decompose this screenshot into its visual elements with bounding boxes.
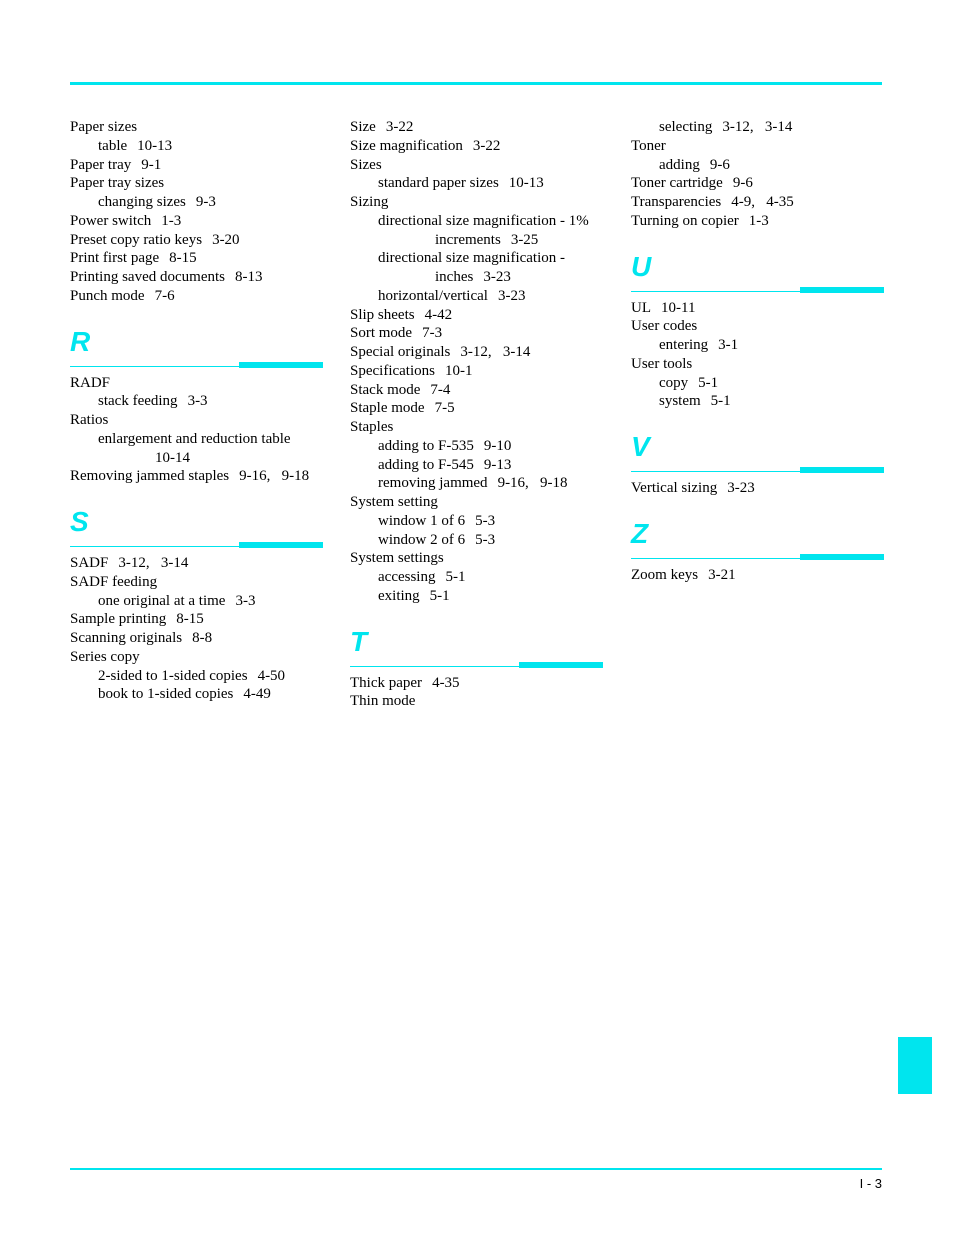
index-term: Ratios xyxy=(70,412,109,428)
index-page-ref: 3-23 xyxy=(497,287,526,304)
index-term: RADF xyxy=(70,374,111,391)
index-term: Size xyxy=(350,119,376,135)
index-term: Series copy xyxy=(70,648,140,665)
index-term: Staples xyxy=(350,419,394,435)
index-term: Sort mode xyxy=(350,325,413,342)
index-page-ref: 1-3 xyxy=(748,212,769,229)
index-entry xyxy=(70,137,332,156)
index-page-ref: 9-6 xyxy=(732,175,753,192)
index-entry xyxy=(631,479,893,498)
index-entry xyxy=(631,174,893,193)
index-term: Sizing xyxy=(350,194,389,210)
index-entry xyxy=(70,592,332,611)
index-entry xyxy=(631,566,893,585)
index-page-ref: 7-3 xyxy=(422,325,443,342)
index-term: window 2 of 6 xyxy=(378,531,466,548)
index-entry xyxy=(631,137,893,156)
index-entry xyxy=(350,324,612,343)
index-page-ref: 9-16, 9-18 xyxy=(497,475,568,492)
index-term: Punch mode xyxy=(70,287,145,304)
index-term: SADF feeding xyxy=(70,573,158,590)
index-page-ref: 3-22 xyxy=(385,119,414,135)
index-entry xyxy=(70,648,332,667)
index-term: Removing jammed staples xyxy=(70,468,230,485)
section-rule-bar xyxy=(800,287,884,293)
index-entry xyxy=(350,437,612,456)
index-term: Thick paper xyxy=(350,674,423,691)
index-page-ref: 10-11 xyxy=(661,299,696,316)
index-page-ref: 9-1 xyxy=(141,156,162,173)
index-page-ref: 10-1 xyxy=(444,362,473,379)
index-entry xyxy=(70,156,332,175)
index-term: Slip sheets xyxy=(350,306,415,323)
section-rule xyxy=(350,666,520,667)
index-term: adding to F-535 xyxy=(378,437,474,454)
index-term: increments xyxy=(435,231,501,248)
index-page-ref: 3-21 xyxy=(708,566,736,583)
index-page-ref: 3-20 xyxy=(212,231,240,248)
index-entry xyxy=(70,231,332,250)
index-entry xyxy=(350,456,612,475)
index-entry xyxy=(350,193,612,212)
index-entry xyxy=(70,374,332,393)
index-page-ref: 5-3 xyxy=(475,531,496,548)
index-term: directional size magnification - xyxy=(378,250,566,267)
index-page-ref: 4-50 xyxy=(257,667,286,684)
index-page-ref: 3-25 xyxy=(510,231,539,248)
index-term: 10-14 xyxy=(155,449,190,466)
index-entry xyxy=(350,549,612,568)
index-entry xyxy=(350,231,612,250)
index-term: system xyxy=(659,393,701,410)
index-entry xyxy=(70,629,332,648)
index-term: Zoom keys xyxy=(631,566,699,583)
index-term: User codes xyxy=(631,318,698,335)
index-page-ref: 9-3 xyxy=(195,194,216,210)
footer-rule xyxy=(70,1168,882,1170)
index-entry xyxy=(631,374,893,393)
index-term: Toner cartridge xyxy=(631,175,723,192)
index-term: directional size magnification - 1% xyxy=(378,212,589,229)
index-page-ref: 3-3 xyxy=(187,393,208,410)
index-entry xyxy=(70,449,332,468)
index-page-ref: 3-12, 3-14 xyxy=(118,555,189,571)
index-term: Stack mode xyxy=(350,381,421,398)
section-rule-bar xyxy=(239,362,323,368)
index-entry xyxy=(350,362,612,381)
index-entry xyxy=(70,685,332,704)
index-term: Paper sizes xyxy=(70,119,138,135)
index-term: Printing saved documents xyxy=(70,269,225,285)
index-entry xyxy=(350,418,612,437)
index-entry xyxy=(70,212,332,231)
index-entry xyxy=(350,306,612,325)
section-header xyxy=(70,502,332,554)
index-entry xyxy=(350,212,612,231)
section-rule-bar xyxy=(800,467,884,473)
index-term: 2-sided to 1-sided copies xyxy=(98,667,248,684)
section-letter: R xyxy=(70,325,91,357)
index-page-ref: 9-10 xyxy=(483,437,512,454)
index-page-ref: 7-5 xyxy=(434,400,455,417)
index-term: table xyxy=(98,137,128,154)
index-term: Transparencies xyxy=(631,194,722,210)
index-term: adding to F-545 xyxy=(378,456,474,473)
index-term: User tools xyxy=(631,355,693,372)
index-term: Sizes xyxy=(350,156,382,173)
index-term: standard paper sizes xyxy=(378,175,499,192)
index-page-ref: 1-3 xyxy=(161,212,182,229)
index-entry xyxy=(350,692,612,711)
index-term: SADF xyxy=(70,555,109,571)
index-term: stack feeding xyxy=(98,393,178,410)
section-rule-bar xyxy=(800,554,884,560)
index-entry xyxy=(70,430,332,449)
index-entry xyxy=(631,317,893,336)
index-term: Thin mode xyxy=(350,693,416,710)
index-entry xyxy=(70,610,332,629)
index-page-ref: 7-4 xyxy=(430,381,451,398)
index-page-ref: 10-13 xyxy=(508,175,544,192)
section-letter: V xyxy=(631,431,650,462)
section-letter: S xyxy=(70,506,89,537)
index-term: copy xyxy=(659,374,689,391)
index-entry xyxy=(350,174,612,193)
section-header xyxy=(70,322,332,374)
index-page-ref: 3-23 xyxy=(727,480,755,496)
index-term: selecting xyxy=(659,119,713,135)
index-page-ref: 4-9, 4-35 xyxy=(731,194,794,210)
index-entry xyxy=(350,493,612,512)
index-page-ref: 3-12, 3-14 xyxy=(722,119,793,135)
index-term: UL xyxy=(631,299,651,316)
section-header xyxy=(631,247,893,299)
index-entry xyxy=(70,411,332,430)
index-entry xyxy=(350,249,612,268)
index-entry xyxy=(70,118,332,137)
page-number: I - 3 xyxy=(859,1176,882,1191)
section-rule xyxy=(70,366,240,367)
index-term: Size magnification xyxy=(350,137,463,154)
index-page-ref: 3-22 xyxy=(472,137,501,154)
index-term: window 1 of 6 xyxy=(378,512,466,529)
section-letter: U xyxy=(631,250,652,282)
index-term: accessing xyxy=(378,569,436,585)
index-entry xyxy=(70,573,332,592)
section-rule-bar xyxy=(519,662,603,668)
index-entry xyxy=(70,667,332,686)
index-page-ref: 4-49 xyxy=(243,686,271,703)
index-column-3 xyxy=(631,118,893,585)
index-term: Power switch xyxy=(70,212,152,229)
index-page-ref: 5-1 xyxy=(445,569,466,585)
index-entry xyxy=(631,392,893,411)
index-entry xyxy=(70,554,332,573)
chapter-tab xyxy=(898,1037,932,1094)
index-entry xyxy=(350,674,612,693)
index-term: enlargement and reduction table xyxy=(98,430,291,447)
index-entry xyxy=(631,156,893,175)
index-term: inches xyxy=(435,269,474,285)
section-rule xyxy=(631,558,801,559)
index-page-ref: 3-3 xyxy=(235,592,256,609)
index-page-ref: 9-16, 9-18 xyxy=(239,468,310,485)
index-term: changing sizes xyxy=(98,194,186,210)
index-entry xyxy=(350,156,612,175)
index-page-ref: 5-1 xyxy=(710,393,731,410)
index-page-ref: 4-35 xyxy=(432,674,460,691)
index-term: Paper tray sizes xyxy=(70,175,165,192)
index-term: Special originals xyxy=(350,344,451,360)
index-page-ref: 9-6 xyxy=(709,156,730,173)
index-entry xyxy=(350,399,612,418)
index-entry xyxy=(70,392,332,411)
header-rule xyxy=(70,82,882,85)
index-entry xyxy=(350,512,612,531)
index-entry xyxy=(631,336,893,355)
index-term: Turning on copier xyxy=(631,212,739,229)
index-entry xyxy=(350,268,612,287)
index-entry xyxy=(350,587,612,606)
index-entry xyxy=(631,118,893,137)
index-page-ref: 5-3 xyxy=(475,512,496,529)
index-page-ref: 8-13 xyxy=(234,269,263,285)
index-entry xyxy=(70,249,332,268)
index-entry xyxy=(631,355,893,374)
index-page-ref: 10-13 xyxy=(137,137,173,154)
index-term: Scanning originals xyxy=(70,630,183,646)
index-entry xyxy=(631,193,893,212)
index-term: horizontal/vertical xyxy=(378,287,488,304)
index-page-ref: 3-23 xyxy=(483,269,511,285)
index-page-ref: 8-8 xyxy=(192,630,213,646)
index-entry xyxy=(350,474,612,493)
index-entry xyxy=(70,174,332,193)
index-entry xyxy=(350,381,612,400)
index-term: System settings xyxy=(350,550,444,567)
index-page-ref: 3-1 xyxy=(718,337,739,353)
index-entry xyxy=(350,568,612,587)
index-column-2 xyxy=(350,118,612,711)
index-entry xyxy=(350,118,612,137)
index-entry xyxy=(350,287,612,306)
index-page-ref: 5-1 xyxy=(429,587,450,604)
index-term: Toner xyxy=(631,137,666,154)
index-page-ref: 9-13 xyxy=(483,456,512,473)
index-term: Vertical sizing xyxy=(631,480,718,496)
index-term: Specifications xyxy=(350,362,435,379)
section-header xyxy=(631,514,893,566)
index-entry xyxy=(350,137,612,156)
index-term: Preset copy ratio keys xyxy=(70,231,203,248)
index-page-ref: 4-42 xyxy=(424,306,453,323)
index-term: Paper tray xyxy=(70,156,132,173)
index-term: removing jammed xyxy=(378,475,488,492)
section-rule-bar xyxy=(239,542,323,548)
index-page-ref: 8-15 xyxy=(169,250,197,267)
section-rule xyxy=(631,291,801,292)
index-entry xyxy=(631,299,893,318)
index-term: System setting xyxy=(350,494,438,510)
index-page-ref: 7-6 xyxy=(154,287,175,304)
index-page-ref: 8-15 xyxy=(176,611,204,628)
index-term: entering xyxy=(659,337,709,353)
index-entry xyxy=(70,287,332,306)
index-page-ref: 5-1 xyxy=(698,374,719,391)
section-letter: T xyxy=(350,625,368,657)
index-entry xyxy=(70,268,332,287)
index-term: adding xyxy=(659,156,700,173)
index-entry xyxy=(70,467,332,486)
section-rule xyxy=(631,471,801,472)
index-term: Staple mode xyxy=(350,400,425,417)
index-column-1 xyxy=(70,118,332,704)
index-term: book to 1-sided copies xyxy=(98,686,234,703)
section-rule xyxy=(70,546,240,547)
index-entry xyxy=(350,343,612,362)
index-page-ref: 3-12, 3-14 xyxy=(460,344,531,360)
section-letter: Z xyxy=(631,517,649,549)
index-term: exiting xyxy=(378,587,420,604)
index-entry xyxy=(70,193,332,212)
index-entry xyxy=(631,212,893,231)
index-entry xyxy=(350,531,612,550)
section-header xyxy=(350,622,612,674)
section-header xyxy=(631,427,893,479)
index-term: Print first page xyxy=(70,250,160,267)
index-term: Sample printing xyxy=(70,611,167,628)
index-term: one original at a time xyxy=(98,592,226,609)
